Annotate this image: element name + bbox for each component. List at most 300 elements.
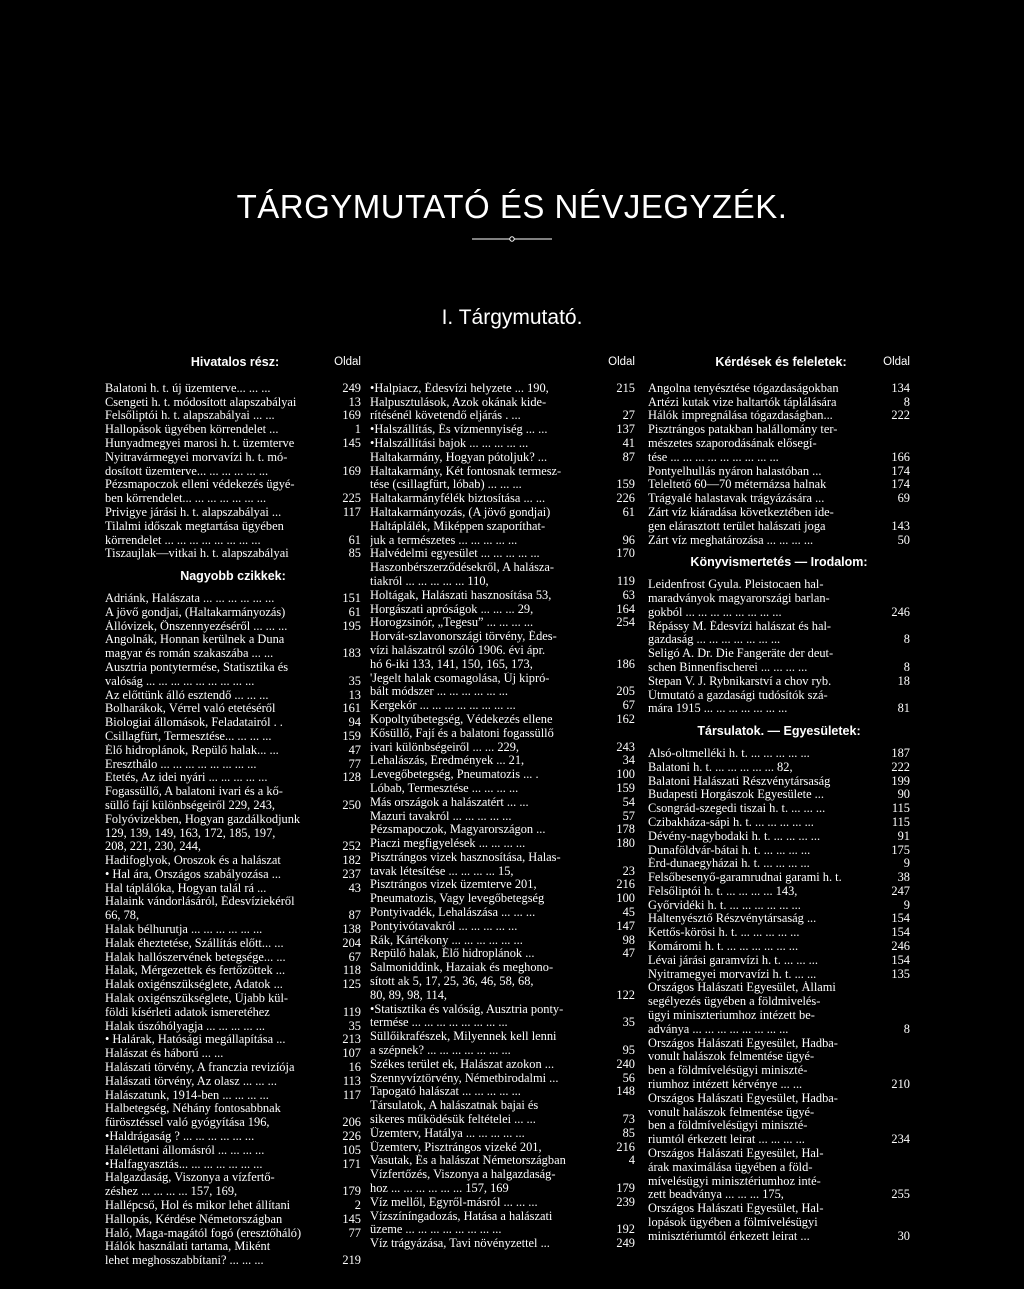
entry-page: 118 — [342, 963, 361, 978]
entry-text: Ereszthálo ... ... ... ... ... ... ... ... — [105, 757, 257, 771]
index-entry — [648, 506, 910, 520]
entry-page: 239 — [616, 1194, 635, 1209]
index-entry — [105, 1033, 361, 1047]
index-entry — [370, 1099, 635, 1113]
index-entry — [648, 423, 910, 437]
index-entry — [105, 771, 361, 785]
entry-text: Lehalászás, Eredmények ... 21, — [370, 754, 525, 768]
entry-text: magyar és román szakaszába ... ... — [105, 647, 274, 661]
index-entry — [105, 534, 361, 548]
entry-text: Országos Halászati Egyesület, Hadba- — [648, 1091, 838, 1105]
index-entry — [648, 1188, 910, 1202]
entry-page: 222 — [891, 408, 910, 423]
entry-page: 240 — [616, 1056, 635, 1071]
entry-page: 179 — [342, 1184, 361, 1199]
entry-page: 226 — [342, 1129, 361, 1144]
index-entry — [105, 895, 361, 909]
entry-page: 243 — [616, 739, 635, 754]
entry-page: 117 — [342, 1087, 361, 1102]
entry-text: Repülő halak, Élő hidroplánok ... — [370, 947, 535, 961]
entry-page: 247 — [891, 883, 910, 898]
column-articles-continued — [370, 356, 635, 1251]
entry-page: 30 — [897, 1228, 910, 1243]
entry-page: 216 — [616, 877, 635, 892]
entry-page: 119 — [616, 573, 635, 588]
entry-page: 4 — [628, 1153, 635, 1168]
index-entry — [370, 561, 635, 575]
page-column-label: Oldal — [608, 356, 635, 368]
entry-text: Halak oxigénszükséglete, Adatok ... — [105, 978, 283, 992]
entry-text: Hallépcső, Hol és mikor lehet állítani — [105, 1199, 291, 1213]
index-entry — [370, 796, 635, 810]
entry-text: Pontyivadék, Lehalászása ... ... ... — [370, 906, 536, 920]
index-entry — [370, 1141, 635, 1155]
index-entry — [648, 1147, 910, 1161]
index-entry — [105, 854, 361, 868]
entry-text: Hálók használati tartama, Miként — [105, 1240, 271, 1254]
entry-text: Vízszíníngadozás, Hatása a halászati — [370, 1209, 553, 1223]
column-header — [370, 356, 635, 370]
entry-text: a szépnek? ... ... ... ... ... ... ... — [370, 1044, 511, 1058]
entry-page: 115 — [891, 801, 910, 816]
index-entry — [648, 830, 910, 844]
entry-page: 215 — [616, 380, 635, 395]
heading-literature: Könyvismertetés — Irodalom: — [690, 555, 868, 570]
index-entry — [648, 775, 910, 789]
index-entry — [370, 947, 635, 961]
entry-text: Szennyvíztörvény, Németbirodalmi ... — [370, 1071, 559, 1085]
entry-text: riumhoz intézett kérvénye ... ... — [648, 1078, 803, 1092]
index-entry — [370, 1072, 635, 1086]
entry-text: • Halárak, Hatósági megállapítása ... — [105, 1033, 286, 1047]
index-entry — [648, 382, 910, 396]
entry-page: 61 — [348, 604, 361, 619]
entry-page: 204 — [342, 935, 361, 950]
entry-page: 134 — [891, 380, 910, 395]
entry-text: Biologiai állomások, Feladatairól . . — [105, 716, 283, 730]
entry-text: Halak, Mérgezettek és fertőzöttek ... — [105, 964, 286, 978]
entry-text: Víz trágyázása, Tavi növényzettel ... — [370, 1237, 550, 1251]
entry-page: 171 — [342, 1156, 361, 1171]
index-entry — [105, 520, 361, 534]
entry-page: 27 — [622, 408, 635, 423]
entry-text: Élő hidroplánok, Repülő halak... ... — [105, 743, 279, 757]
index-entry — [648, 396, 910, 410]
entry-page: 249 — [342, 380, 361, 395]
entry-text: maradványok magyarországi barlan- — [648, 591, 830, 605]
index-entry — [105, 423, 361, 437]
entry-text: ben a földmívelésügyi miniszté- — [648, 1119, 808, 1133]
index-entry — [370, 1237, 635, 1251]
entry-text: •Statisztika és valóság, Ausztria ponty- — [370, 1002, 564, 1016]
entry-text: Folyóvizekben, Hogyan gazdálkodjunk — [105, 812, 301, 826]
index-entry — [648, 620, 910, 634]
entry-page: 199 — [891, 773, 910, 788]
entry-text: Zárt víz kiáradása következtében ide- — [648, 505, 834, 519]
index-entry — [648, 465, 910, 479]
entry-page: 161 — [342, 701, 361, 716]
entry-text: minisztériumtól érkezett leirat ... — [648, 1229, 810, 1243]
entry-text: Csengeti h. t. módosított alapszabályai — [105, 395, 297, 409]
entry-text: Útmutató a gazdasági tudósítók szá- — [648, 688, 828, 702]
entry-text: Artézi kutak vize haltartók táplálására — [648, 395, 837, 409]
entry-page: 35 — [348, 673, 361, 688]
index-entry — [105, 882, 361, 896]
entry-page: 206 — [342, 1115, 361, 1130]
entry-text: Piaczi megfigyelések ... ... ... ... — [370, 837, 526, 851]
entry-text: Hadifoglyok, Oroszok és a halászat — [105, 854, 281, 868]
index-entry — [105, 716, 361, 730]
entry-text: Halak oxigénszükséglete, Újabb kül- — [105, 992, 289, 1006]
index-entry — [648, 899, 910, 913]
entry-page: 8 — [903, 632, 910, 647]
index-entry — [370, 1030, 635, 1044]
entry-text: Székes terület ek, Halászat azokon ... — [370, 1057, 555, 1071]
entry-page: 147 — [616, 918, 635, 933]
entry-page: 169 — [342, 408, 361, 423]
index-entry — [105, 1047, 361, 1061]
entry-text: tése ... ... ... ... ... ... ... ... ... — [648, 450, 779, 464]
index-entry — [105, 478, 361, 492]
index-entry — [105, 661, 361, 675]
entry-page: 195 — [342, 618, 361, 633]
entry-text: Tiszaujlak—vitkai h. t. alapszabályai — [105, 547, 289, 561]
entry-page: 222 — [891, 759, 910, 774]
index-entry — [370, 1058, 635, 1072]
entry-page: 8 — [903, 394, 910, 409]
index-entry — [648, 647, 910, 661]
entry-page: 85 — [622, 1125, 635, 1140]
entry-page: 125 — [342, 977, 361, 992]
index-entry — [105, 785, 361, 799]
entry-text: Dévény-nagybodaki h. t. ... ... ... ... — [648, 829, 821, 843]
index-entry — [648, 592, 910, 606]
index-entry — [105, 382, 361, 396]
entry-page: 61 — [348, 532, 361, 547]
entry-text: Budapesti Horgászok Egyesülete ... — [648, 788, 824, 802]
entry-text: Balatoni h. t. új üzemterve... ... ... — [105, 381, 271, 395]
entry-page: 180 — [616, 836, 635, 851]
index-entry — [105, 992, 361, 1006]
entry-page: 47 — [348, 742, 361, 757]
index-entry — [370, 437, 635, 451]
index-entry — [105, 409, 361, 423]
entry-page: 98 — [622, 932, 635, 947]
entry-text: Felsőbesenyő-garamrudnai garami h. t. — [648, 871, 842, 885]
index-entry — [648, 871, 910, 885]
entry-page: 159 — [616, 780, 635, 795]
index-entry — [370, 713, 635, 727]
entry-text: Pisztrángos vizek hasznosítása, Halas- — [370, 850, 561, 864]
index-entry — [370, 892, 635, 906]
index-entry — [105, 1199, 361, 1213]
entry-page: 128 — [342, 770, 361, 785]
entry-page: 219 — [342, 1253, 361, 1268]
entry-text: schen Binnenfischerei ... ... ... ... — [648, 660, 808, 674]
entry-text: Levegőbetegség, Pneumatozis ... . — [370, 768, 539, 782]
entry-page: 38 — [897, 870, 910, 885]
entry-text: •Halfagyasztás... ... ... ... ... ... ... — [105, 1157, 263, 1171]
index-entry — [370, 396, 635, 410]
entry-text: Teleltető 60—70 méternázsa halnak — [648, 478, 827, 492]
index-entry — [105, 547, 361, 561]
entry-text: Üzemterv, Pisztrángos vizeké 201, — [370, 1140, 542, 1154]
heading-questions: Kérdések és feleletek: — [715, 355, 847, 369]
entry-text: •Halszállítás, És vízmennyiség ... ... — [370, 423, 548, 437]
entry-page: 210 — [891, 1077, 910, 1092]
entry-page: 174 — [891, 463, 910, 478]
index-entry — [648, 661, 910, 675]
entry-text: Kergekór ... ... ... ... ... ... ... ... — [370, 699, 516, 713]
entry-page: 159 — [342, 728, 361, 743]
index-entry — [648, 633, 910, 647]
entry-page: 151 — [342, 590, 361, 605]
entry-text: zett beadványa ... ... ... 175, — [648, 1188, 784, 1202]
entry-page: 67 — [348, 949, 361, 964]
index-entry — [370, 1016, 635, 1030]
index-entry — [648, 968, 910, 982]
index-entry — [105, 937, 361, 951]
entry-page: 183 — [342, 646, 361, 661]
entry-page: 213 — [342, 1032, 361, 1047]
index-entry — [370, 851, 635, 865]
index-entry — [370, 1182, 635, 1196]
entry-page: 255 — [891, 1187, 910, 1202]
index-entry — [648, 1106, 910, 1120]
index-entry — [105, 1116, 361, 1130]
entry-text: Halbetegség, Néhány fontosabbnak — [105, 1102, 281, 1116]
entry-text: Horgászati apróságok ... ... ... 29, — [370, 602, 534, 616]
index-entry — [370, 409, 635, 423]
entry-page: 246 — [891, 939, 910, 954]
index-entry — [648, 409, 910, 423]
index-entry — [370, 492, 635, 506]
index-entry — [105, 1075, 361, 1089]
entry-page: 237 — [342, 866, 361, 881]
index-entry — [370, 1044, 635, 1058]
column-official — [105, 356, 361, 1268]
entry-text: Horogzsinór, „Tegesu” ... ... ... ... — [370, 616, 534, 630]
entry-text: Hallopás, Kérdése Németországban — [105, 1212, 283, 1226]
index-entry — [105, 923, 361, 937]
index-entry — [105, 1144, 361, 1158]
entry-page: 250 — [342, 797, 361, 812]
entry-text: Kősüllő, Fají és a balatoni fogassüllő — [370, 726, 554, 740]
index-entry — [370, 616, 635, 630]
entry-page: 154 — [891, 911, 910, 926]
entry-page: 115 — [891, 814, 910, 829]
entry-page: 137 — [616, 422, 635, 437]
entry-text: fürösztéssel való gyógyítása 196, — [105, 1116, 270, 1130]
entry-text: Halászat és háború ... ... — [105, 1047, 224, 1061]
entry-page: 90 — [897, 787, 910, 802]
index-entry — [648, 1175, 910, 1189]
index-entry — [105, 1089, 361, 1103]
entry-text: Érd-dunaegyházai h. t. ... ... ... ... — [648, 857, 810, 871]
entry-page: 192 — [616, 1222, 635, 1237]
entry-text: Halpusztulások, Azok okának kide- — [370, 395, 547, 409]
index-entry — [648, 954, 910, 968]
entry-page: 94 — [348, 715, 361, 730]
entry-text: ivari különbségeiről ... ... 229, — [370, 740, 520, 754]
index-entry — [105, 799, 361, 813]
entry-text: zéshez ... ... ... ... 157, 169, — [105, 1185, 238, 1199]
entry-text: Salmoniddink, Hazaiak és meghono- — [370, 961, 554, 975]
entry-text: Lóbab, Termesztése ... ... ... ... — [370, 781, 519, 795]
entry-text: ben a földmívelésügyi miniszté- — [648, 1064, 808, 1078]
entry-text: mívelésügyi minisztériumhoz inté- — [648, 1174, 821, 1188]
index-entry — [648, 492, 910, 506]
index-entry — [648, 534, 910, 548]
index-entry — [648, 1037, 910, 1051]
page-title: TÁRGYMUTATÓ ÉS NÉVJEGYZÉK. — [236, 188, 788, 225]
entry-text: Angolnák, Honnan kerülnek a Duna — [105, 633, 285, 647]
index-entry — [105, 702, 361, 716]
entry-page: 138 — [342, 922, 361, 937]
index-entry — [648, 520, 910, 534]
ornament-divider — [472, 236, 552, 242]
entry-page: 41 — [622, 435, 635, 450]
index-entry — [105, 1213, 361, 1227]
index-entry — [648, 747, 910, 761]
entry-page: 8 — [903, 1021, 910, 1036]
entry-text: Haltenyésztő Részvénytársaság ... — [648, 912, 817, 926]
entry-page: 45 — [622, 905, 635, 920]
index-entry — [105, 437, 361, 451]
index-entry — [370, 727, 635, 741]
index-entry — [105, 868, 361, 882]
entry-text: ügyi miniszteriumhoz intézett be- — [648, 1009, 815, 1023]
index-entry — [648, 1216, 910, 1230]
index-entry — [370, 768, 635, 782]
index-entry — [105, 1171, 361, 1185]
entry-text: Halgazdaság, Viszonya a vízfertő- — [105, 1171, 275, 1185]
entry-page: 154 — [891, 925, 910, 940]
entry-text: Halaink vándorlásáról, Édesvíziekéről — [105, 895, 295, 909]
entry-page: 154 — [891, 952, 910, 967]
index-entry — [648, 857, 910, 871]
index-entry — [105, 1130, 361, 1144]
index-entry — [370, 644, 635, 658]
entry-page: 186 — [616, 656, 635, 671]
index-entry — [370, 1113, 635, 1127]
entry-text: Angolna tenyésztése tógazdaságokban — [648, 381, 839, 395]
entry-page: 1 — [354, 422, 361, 437]
index-entry — [105, 1006, 361, 1020]
entry-page: 216 — [616, 1139, 635, 1154]
entry-text: Halélettani állomásról ... ... ... ... — [105, 1143, 265, 1157]
entry-text: Nyitravármegyei morvavízi h. t. mó- — [105, 450, 288, 464]
index-entry — [648, 478, 910, 492]
index-entry — [105, 1158, 361, 1172]
index-entry — [648, 1064, 910, 1078]
entry-text: Pontyelhullás nyáron halastóban ... — [648, 464, 822, 478]
entry-text: Hal táplálóka, Hogyan talál rá ... — [105, 881, 267, 895]
entry-page: 135 — [891, 966, 910, 981]
entry-text: Az előttünk álló esztendő ... ... ... — [105, 688, 269, 702]
index-entry — [105, 840, 361, 854]
entry-text: Leidenfrost Gyula. Pleistocaen hal- — [648, 578, 824, 592]
index-entry — [648, 788, 910, 802]
entry-text: sikeres működésük feltételei ... ... — [370, 1113, 536, 1127]
index-entry — [648, 885, 910, 899]
entry-text: Etetés, Az idei nyári ... ... ... ... ... — [105, 771, 268, 785]
entry-text: Haltakarmány, Két fontosnak termesz- — [370, 464, 562, 478]
entry-page: 225 — [342, 491, 361, 506]
index-entry — [105, 592, 361, 606]
entry-page: 226 — [616, 491, 635, 506]
heading-official: Hivatalos rész: — [190, 355, 280, 369]
index-entry — [105, 1102, 361, 1116]
entry-text: gokból ... ... ... ... ... ... ... ... — [648, 605, 782, 619]
index-entry — [105, 1254, 361, 1268]
entry-text: segélyezés ügyében a földmivelés- — [648, 995, 821, 1009]
entry-text: mészetes szaporodásának elősegí- — [648, 436, 817, 450]
entry-text: Országos Halászati Egyesület, Állami — [648, 981, 836, 995]
column-questions — [648, 356, 910, 1244]
entry-text: Csillagfürt, Termesztése... ... ... ... — [105, 729, 272, 743]
entry-text: Adriánk, Halászata ... ... ... ... ... ... — [105, 591, 275, 605]
index-entry — [370, 741, 635, 755]
entry-page: 175 — [891, 842, 910, 857]
entry-text: Pisztrángos vizek üzemterve 201, — [370, 878, 537, 892]
index-entry — [370, 878, 635, 892]
entry-text: Társulatok, A halászatnak bajai és — [370, 1099, 539, 1113]
entry-text: tavak létesítése ... ... ... ... 15, — [370, 864, 514, 878]
entry-text: adványa ... ... ... ... ... ... ... ... — [648, 1022, 789, 1036]
entry-page: 2 — [354, 1198, 361, 1213]
entry-page: 69 — [897, 491, 910, 506]
index-entry — [105, 909, 361, 923]
index-entry — [105, 492, 361, 506]
index-entry — [370, 630, 635, 644]
index-entry — [105, 730, 361, 744]
index-entry — [105, 813, 361, 827]
entry-page: 56 — [622, 1070, 635, 1085]
index-entry — [370, 1003, 635, 1017]
index-entry — [370, 1127, 635, 1141]
index-entry — [370, 478, 635, 492]
entry-text: valóság ... ... ... ... ... ... ... ... ... — [105, 674, 255, 688]
index-entry — [370, 934, 635, 948]
entry-text: •Halszállítási bajok ... ... ... ... ... — [370, 436, 529, 450]
index-entry — [648, 1230, 910, 1244]
index-entry — [648, 995, 910, 1009]
entry-text: vízi halászatról szóló 1906. évi ápr. — [370, 643, 546, 657]
index-entry — [370, 520, 635, 534]
index-entry — [648, 802, 910, 816]
entry-text: Haló, Maga-magától fogó (eresztőháló) — [105, 1226, 302, 1240]
index-entry — [105, 1185, 361, 1199]
index-entry — [105, 647, 361, 661]
entry-text: Víz mellől, Egyről-másról ... ... ... — [370, 1195, 538, 1209]
entry-text: Halvédelmi egyesület ... ... ... ... ... — [370, 547, 540, 561]
index-entry — [105, 451, 361, 465]
index-entry — [370, 685, 635, 699]
entry-page: 179 — [616, 1181, 635, 1196]
entry-page: 159 — [616, 477, 635, 492]
entry-text: termése ... ... ... ... ... ... ... ... — [370, 1016, 508, 1030]
index-entry — [370, 465, 635, 479]
entry-text: Országos Halászati Egyesület, Hadba- — [648, 1036, 838, 1050]
entry-text: hoz ... ... ... ... ... ... 157, 169 — [370, 1182, 509, 1196]
entry-text: Vasutak, És a halászat Németországban — [370, 1154, 566, 1168]
entry-text: Kettős-körösi h. t. ... ... ... ... ... — [648, 926, 800, 940]
entry-page: 145 — [342, 435, 361, 450]
entry-text: Országos Halászati Egyesület, Hal- — [648, 1147, 824, 1161]
index-entry — [370, 1196, 635, 1210]
entry-text: Halak éheztetése, Szállítás előtt... ... — [105, 936, 284, 950]
